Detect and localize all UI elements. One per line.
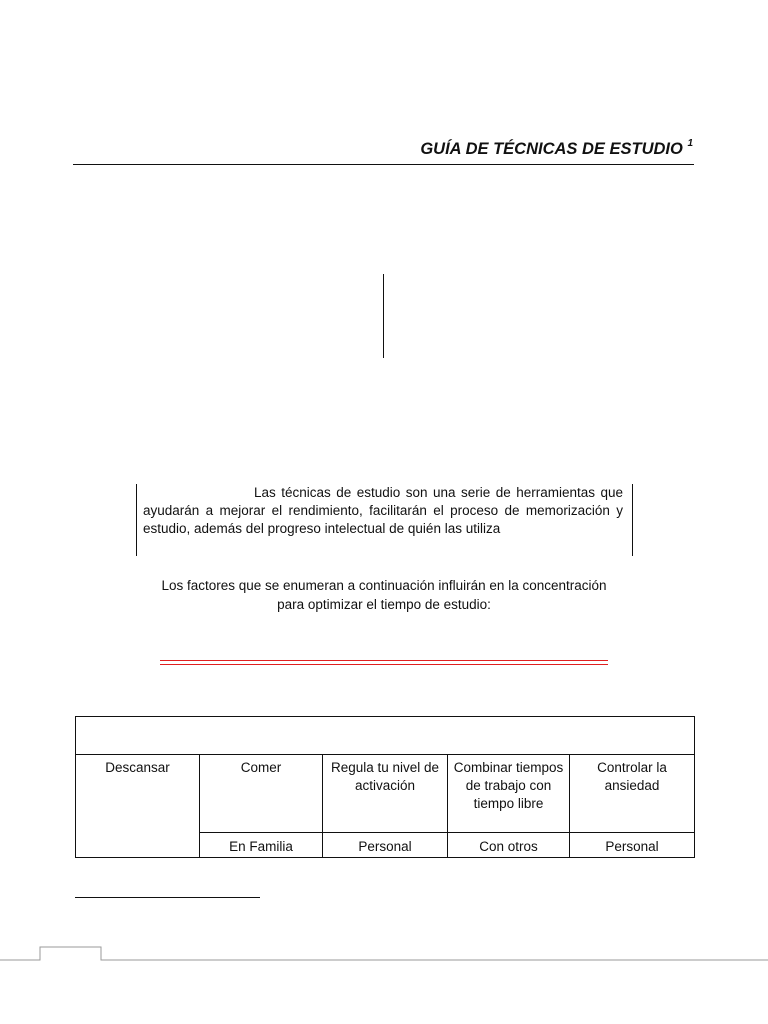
table-cell-item: Controlar la ansiedad xyxy=(570,755,695,833)
table-cell-item: Comer xyxy=(200,755,323,833)
table-cell-category: Personal xyxy=(570,833,695,858)
table-cell-category: Personal xyxy=(323,833,448,858)
footnote-separator xyxy=(75,897,260,898)
table-cell-category: Con otros xyxy=(448,833,570,858)
red-divider-top xyxy=(160,660,608,661)
document-title xyxy=(420,140,693,159)
table-header-row xyxy=(76,717,695,755)
table-header-cell xyxy=(76,717,695,755)
footnote-marker: 1 xyxy=(687,138,693,149)
page-tab-outline xyxy=(0,946,768,962)
factors-intro-paragraph: Los factores que se enumeran a continuación influirán en la concentración para optimizar el tiempo de estudio: xyxy=(161,578,607,612)
table-row xyxy=(76,755,695,833)
document-title-text: GUÍA DE TÉCNICAS DE ESTUDIO xyxy=(420,140,683,158)
red-divider-bottom xyxy=(160,664,608,665)
intro-paragraph: Las técnicas de estudio son una serie de herramientas que ayudarán a mejorar el rendimiento, facilitarán el proceso de memorización y estudio, además del progreso intelectual de quién las utiliza xyxy=(143,485,623,536)
table-cell-item: Regula tu nivel de activación xyxy=(323,755,448,833)
table-cell-item: Descansar xyxy=(76,755,200,858)
header-divider xyxy=(73,164,694,165)
table-cell-item: Combinar tiempos de trabajo con tiempo libre xyxy=(448,755,570,833)
vertical-divider xyxy=(383,274,384,358)
factors-table xyxy=(75,716,695,858)
table-cell-category: En Familia xyxy=(200,833,323,858)
